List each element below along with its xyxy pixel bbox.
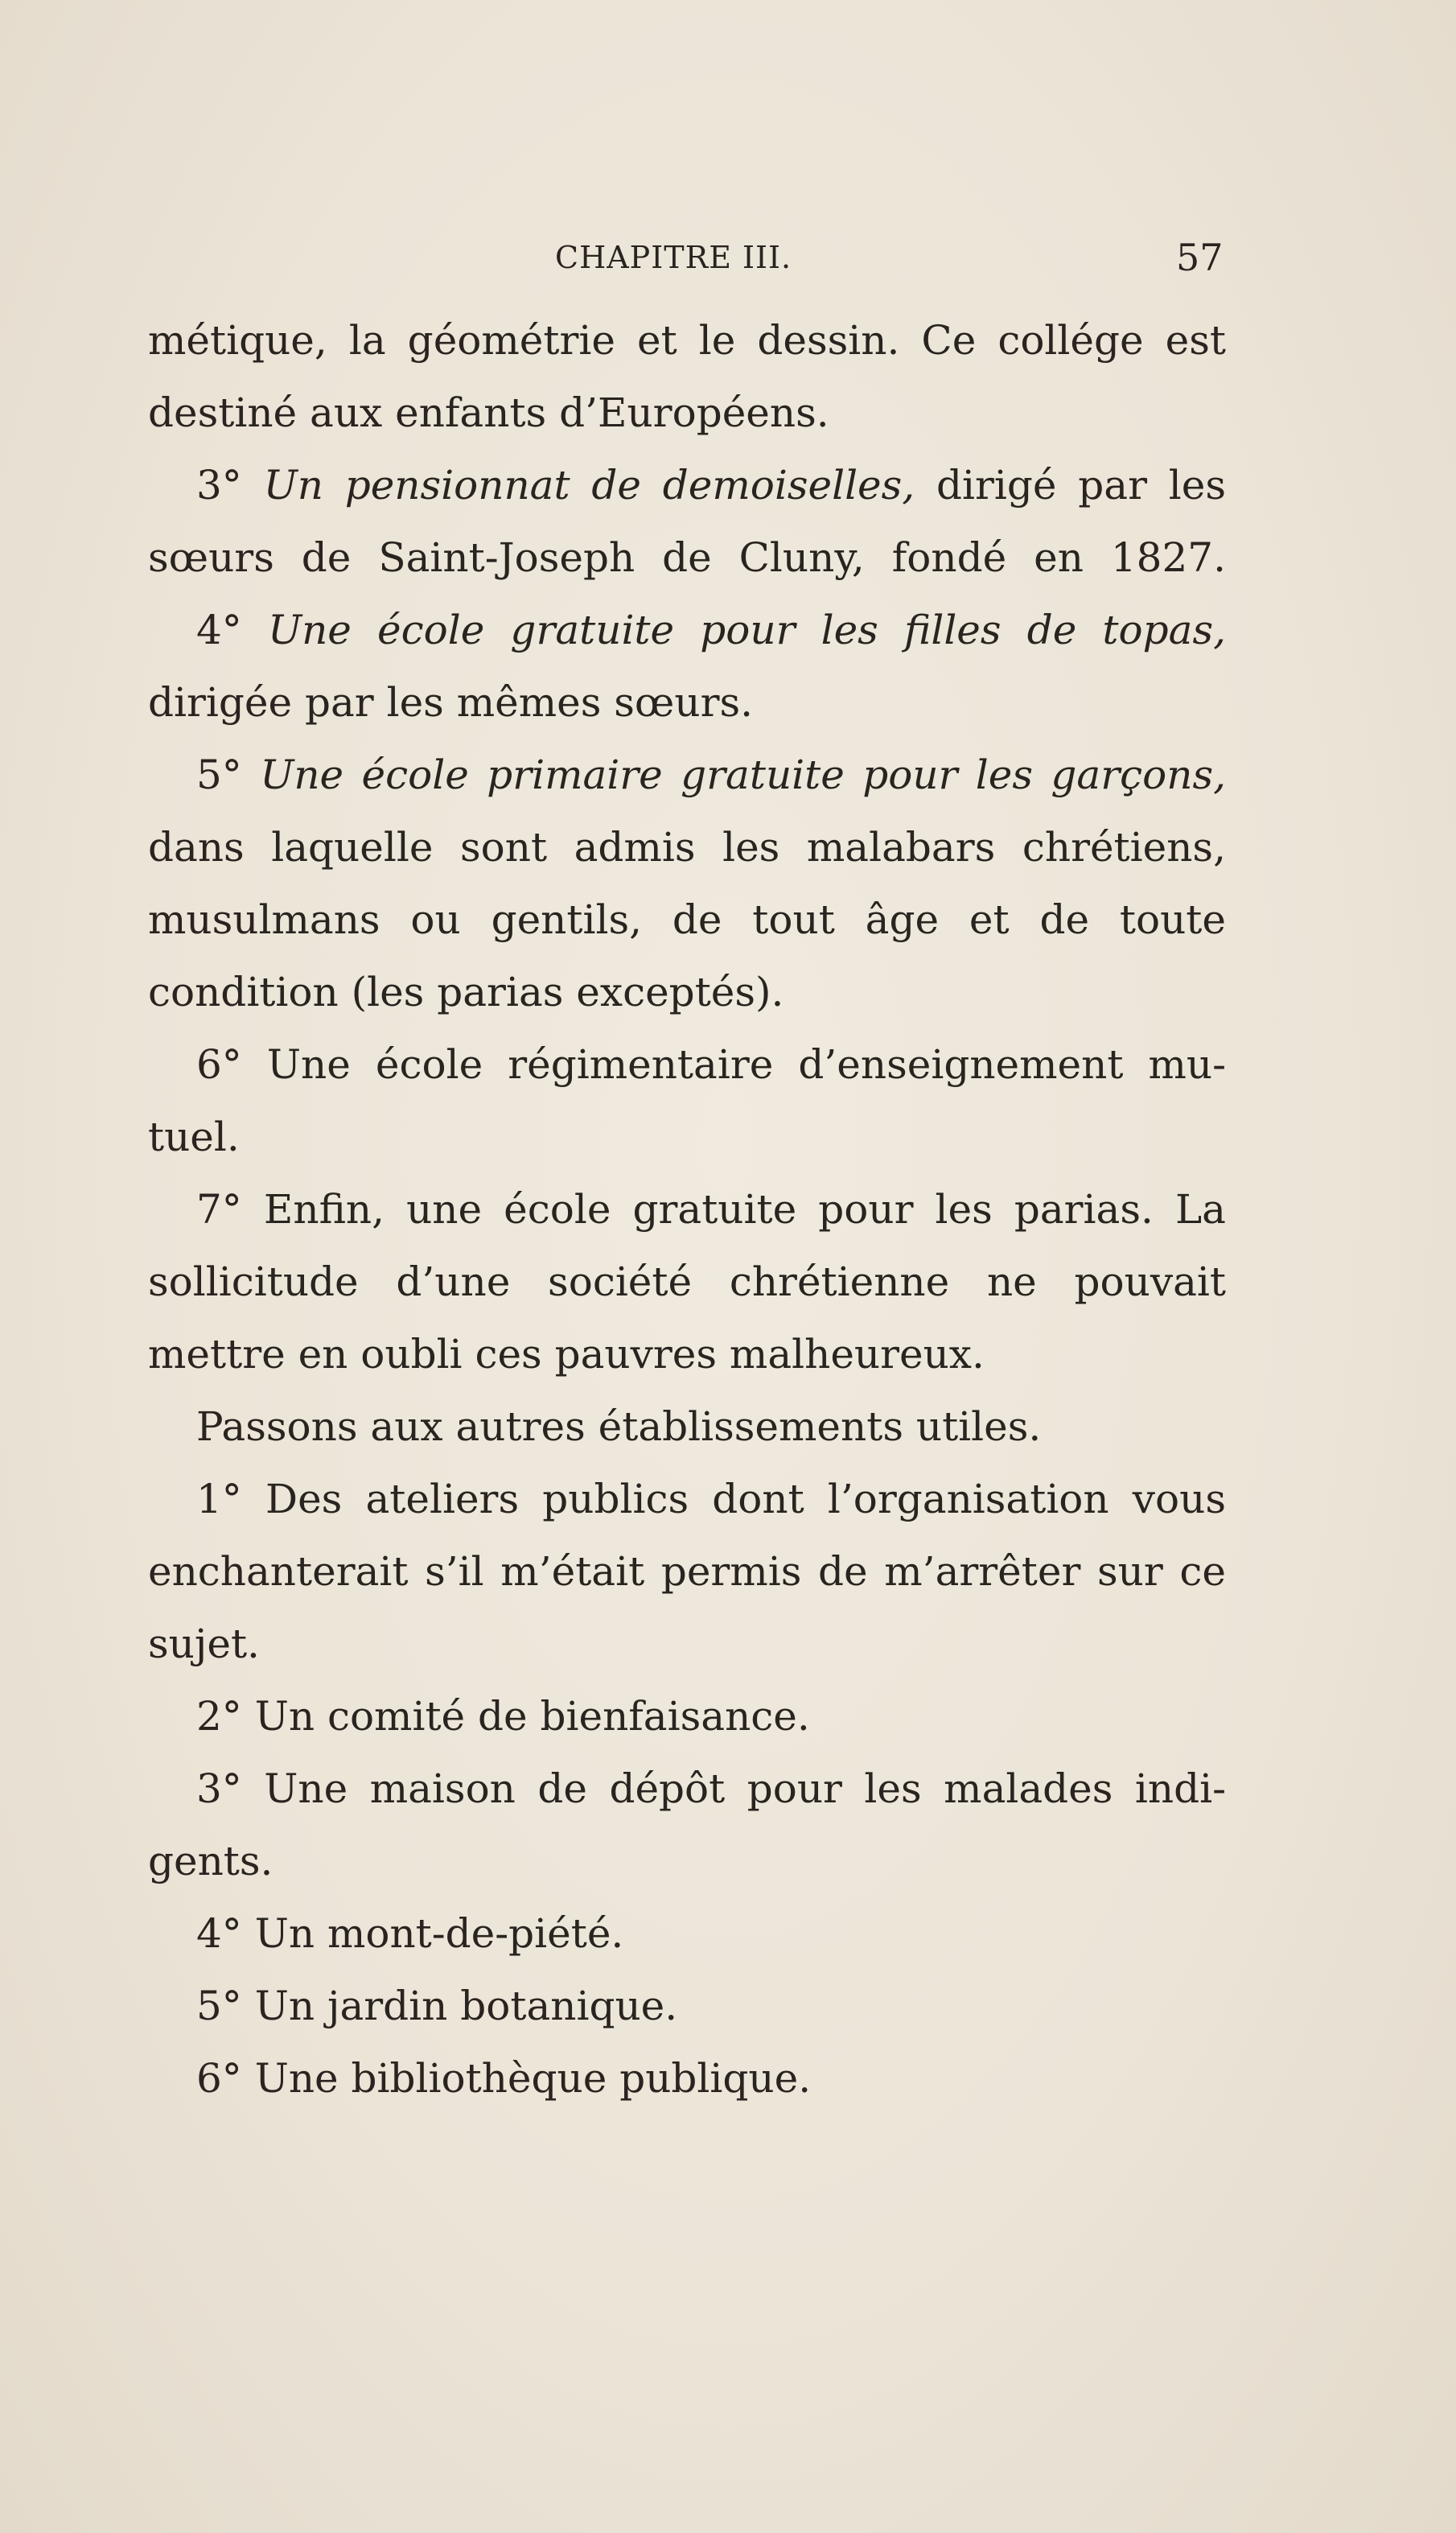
text-line: dans laquelle sont admis les malabars chrétiens, <box>148 824 1226 871</box>
paragraph-lead: Passons aux autres établissements utiles. <box>196 1403 1042 1450</box>
list-item-comite: 2° Un comité de bienfaisance. <box>196 1693 810 1740</box>
text-line: condition (les parias exceptés). <box>148 969 784 1015</box>
running-head <box>0 233 1456 282</box>
list-item-ecole-filles: 4° Une école gratuite pour les filles de topas, <box>196 607 1226 653</box>
text-line: sœurs de Saint-Joseph de Cluny, fondé en 1827. <box>148 534 1226 581</box>
list-item-pensionnat: 3° Un pensionnat de demoiselles, dirigé par les <box>196 462 1226 509</box>
text-line: sollicitude d’une société chrétienne ne pouvait <box>148 1258 1226 1305</box>
text-line: métique, la géométrie et le dessin. Ce collége est <box>148 317 1226 364</box>
text-line: sujet. <box>148 1621 260 1667</box>
list-item-ecole-parias: 7° Enfin, une école gratuite pour les parias. La <box>196 1186 1226 1233</box>
list-item-maison-depot: 3° Une maison de dépôt pour les malades indi- <box>196 1765 1226 1812</box>
page-number: 57 <box>1176 236 1224 279</box>
list-item-ateliers: 1° Des ateliers publics dont l’organisation vous <box>196 1476 1226 1522</box>
list-item-mont-de-piete: 4° Un mont-de-piété. <box>196 1910 624 1957</box>
list-item-ecole-garcons: 5° Une école primaire gratuite pour les garçons, <box>196 752 1226 798</box>
text-line: musulmans ou gentils, de tout âge et de toute <box>148 896 1226 943</box>
text-line: dirigée par les mêmes sœurs. <box>148 679 754 726</box>
list-item-jardin: 5° Un jardin botanique. <box>196 1983 678 2029</box>
list-item-ecole-regimentaire: 6° Une école régimentaire d’enseignement mu- <box>196 1041 1226 1088</box>
text-line: enchanterait s’il m’était permis de m’arrêter sur ce <box>148 1548 1226 1595</box>
text-line: destiné aux enfants d’Européens. <box>148 389 829 436</box>
text-line: gents. <box>148 1838 274 1884</box>
running-title: CHAPITRE III. <box>555 240 792 275</box>
text-line: mettre en oubli ces pauvres malheureux. <box>148 1331 985 1378</box>
text-line: tuel. <box>148 1114 240 1160</box>
body-text <box>148 304 1226 2115</box>
list-item-bibliotheque: 6° Une bibliothèque publique. <box>196 2055 812 2102</box>
